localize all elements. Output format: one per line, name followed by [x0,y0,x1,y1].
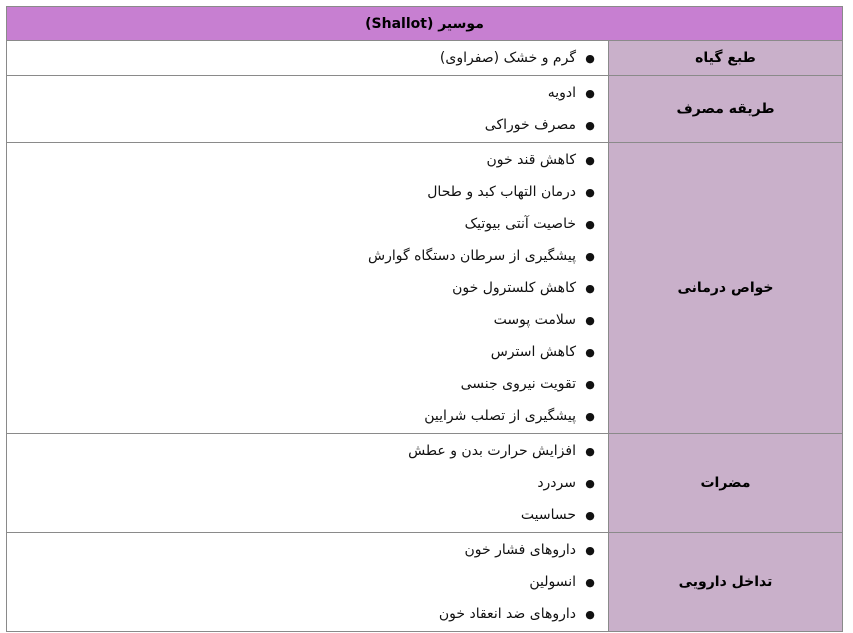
list-item-text: حساسیت [520,507,576,523]
list-item-text: گرم و خشک (صفراوی) [439,50,576,66]
list-item-text: سلامت پوست [493,312,576,328]
table-row [7,143,842,434]
row-label: مضرات [608,434,842,532]
row-content [7,434,608,532]
row-label: خواص درمانی [608,143,842,433]
list-item-text: سردرد [537,475,576,491]
bullet-icon: ● [585,118,595,132]
bullet-icon: ● [585,185,595,199]
table-row [7,41,842,76]
list-item-text: پیشگیری از سرطان دستگاه گوارش [367,248,576,264]
row-label: تداخل دارویی [608,533,842,631]
list-item-text: کاهش استرس [490,344,576,360]
list-item-text: کاهش کلسترول خون [452,280,576,296]
list-item [7,566,608,598]
table-row [7,533,842,631]
bullet-icon: ● [585,444,595,458]
list-item [7,598,608,630]
row-label: طریقه مصرف [608,76,842,142]
table-row [7,434,842,533]
bullet-icon: ● [585,543,595,557]
row-content [7,41,608,75]
list-item-text: مصرف خوراکی [484,117,576,133]
bullet-icon: ● [585,377,595,391]
list-item [7,77,608,109]
list-item [7,144,608,176]
herb-info-table [6,6,843,632]
bullet-icon: ● [585,51,595,65]
table-body [7,41,842,631]
list-item-text: کاهش قند خون [486,152,576,168]
list-item-text: ادویه [547,85,576,101]
list-item [7,109,608,141]
list-item-text: پیشگیری از تصلب شرایین [424,408,576,424]
list-item [7,534,608,566]
list-item-text: داروهای فشار خون [464,542,576,558]
list-item [7,272,608,304]
list-item [7,400,608,432]
bullet-icon: ● [585,345,595,359]
bullet-icon: ● [585,153,595,167]
bullet-icon: ● [585,575,595,589]
list-item [7,176,608,208]
row-label: طبع گیاه [608,41,842,75]
list-item-text: خاصیت آنتی بیوتیک [464,216,576,232]
list-item [7,467,608,499]
list-item [7,304,608,336]
list-item-text: انسولین [529,574,576,590]
bullet-icon: ● [585,313,595,327]
bullet-icon: ● [585,607,595,621]
bullet-icon: ● [585,86,595,100]
bullet-icon: ● [585,249,595,263]
bullet-icon: ● [585,476,595,490]
table-row [7,76,842,143]
list-item-text: افزایش حرارت بدن و عطش [408,443,576,459]
row-content [7,143,608,433]
bullet-icon: ● [585,409,595,423]
list-item-text: تقویت نیروی جنسی [460,376,576,392]
list-item [7,499,608,531]
list-item [7,208,608,240]
bullet-icon: ● [585,508,595,522]
list-item [7,240,608,272]
bullet-icon: ● [585,217,595,231]
list-item-text: درمان التهاب کبد و طحال [427,184,576,200]
bullet-icon: ● [585,281,595,295]
list-item-text: داروهای ضد انعقاد خون [438,606,576,622]
row-content [7,533,608,631]
list-item [7,42,608,74]
table-title: موسیر (Shallot) [7,7,842,41]
row-content [7,76,608,142]
list-item [7,435,608,467]
list-item [7,368,608,400]
list-item [7,336,608,368]
